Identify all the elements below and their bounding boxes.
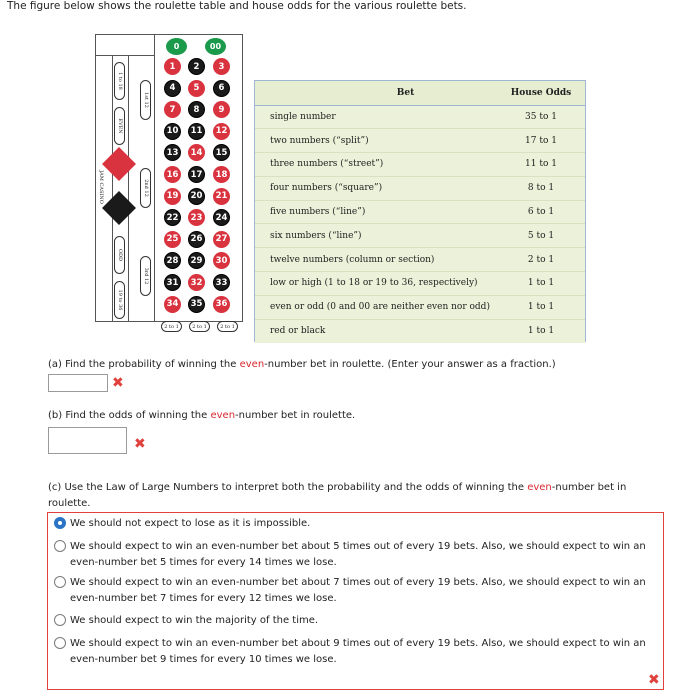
question-text: -number bet in roulette. <box>235 410 356 421</box>
number-12: 12 <box>213 123 230 140</box>
question-highlight: even <box>527 482 552 493</box>
bet-2nd-12 <box>140 168 151 208</box>
divider <box>96 55 154 56</box>
table-row <box>255 153 585 177</box>
choice-label: We should not expect to lose as it is impossible. <box>70 518 311 529</box>
choice-label: We should expect to win an even-number bet about 7 times out of every 19 bets. Also, we should expect to win an even-number bet 7 times for every 12 times we lose. <box>70 577 646 604</box>
odds-cell: 11 to 1 <box>497 153 585 177</box>
table-row <box>255 319 585 343</box>
question-text: -number bet in roulette. <box>48 482 627 509</box>
odds-cell: 1 to 1 <box>497 272 585 296</box>
number-24: 24 <box>213 209 230 226</box>
bet-cell: single number <box>255 105 497 129</box>
number-9: 9 <box>213 101 230 118</box>
choice-label: We should expect to win the majority of the time. <box>70 615 319 626</box>
number-17: 17 <box>188 166 205 183</box>
number-0: 0 <box>166 38 187 55</box>
answer-a-input[interactable] <box>48 374 108 392</box>
divider <box>128 55 129 321</box>
number-4: 4 <box>164 80 181 97</box>
table-row <box>255 224 585 248</box>
number-7: 7 <box>164 101 181 118</box>
number-34: 34 <box>164 296 181 313</box>
column-bet-2: 2 to 1 <box>189 321 210 332</box>
table-row <box>255 105 585 129</box>
number-18: 18 <box>213 166 230 183</box>
question-highlight: even <box>210 410 236 421</box>
bet-1st-12 <box>140 80 151 120</box>
bet-3rd-12 <box>140 256 151 296</box>
question-b <box>48 410 355 421</box>
question-text: (a) Find the probability of winning the <box>48 359 240 370</box>
bet-label: 1 to 18 <box>116 72 123 90</box>
bet-cell: six numbers (“line”) <box>255 224 497 248</box>
number-21: 21 <box>213 188 230 205</box>
header-house-odds: House Odds <box>497 81 585 105</box>
bet-19-to-36 <box>114 281 125 319</box>
number-16: 16 <box>164 166 181 183</box>
number-19: 19 <box>164 188 181 205</box>
bet-label: 3rd 12 <box>142 267 149 285</box>
number-32: 32 <box>188 274 205 291</box>
question-text: (c) Use the Law of Large Numbers to interpret both the probability and the odds of winning the <box>48 482 528 493</box>
number-15: 15 <box>213 144 230 161</box>
number-5: 5 <box>188 80 205 97</box>
bet-cell: three numbers (“street”) <box>255 153 497 177</box>
choice-label: We should expect to win an even-number bet about 5 times out of every 19 bets. Also, we should expect to win an even-number bet 5 times for every 14 times we lose. <box>70 541 646 568</box>
number-11: 11 <box>188 123 205 140</box>
number-20: 20 <box>188 188 205 205</box>
number-29: 29 <box>188 252 205 269</box>
bet-cell: two numbers (“split”) <box>255 129 497 153</box>
number-00: 00 <box>205 38 226 55</box>
bet-1-to-18 <box>114 62 125 100</box>
number-36: 36 <box>213 296 230 313</box>
question-c <box>48 480 658 512</box>
bet-label: 1st 12 <box>142 92 149 108</box>
table-header-row <box>255 81 585 105</box>
column-bet-1: 2 to 1 <box>161 321 182 332</box>
number-10: 10 <box>164 123 181 140</box>
number-13: 13 <box>164 144 181 161</box>
radio-button[interactable] <box>54 540 66 552</box>
bet-cell: even or odd (0 and 00 are neither even nor odd) <box>255 295 497 319</box>
number-1: 1 <box>164 58 181 75</box>
number-33: 33 <box>213 274 230 291</box>
bet-label: ODD <box>116 248 123 262</box>
radio-button[interactable] <box>54 576 66 588</box>
incorrect-icon: ✖ <box>112 375 124 391</box>
number-26: 26 <box>188 231 205 248</box>
bet-cell: low or high (1 to 18 or 19 to 36, respectively) <box>255 272 497 296</box>
table-row <box>255 272 585 296</box>
number-22: 22 <box>164 209 181 226</box>
odds-cell: 17 to 1 <box>497 129 585 153</box>
question-a <box>48 359 556 370</box>
number-27: 27 <box>213 231 230 248</box>
odds-table <box>255 81 585 343</box>
intro-text: The figure below shows the roulette table and house odds for the various roulette bets. <box>7 0 467 12</box>
question-text: -number bet in roulette. (Enter your answer as a fraction.) <box>264 359 556 370</box>
question-highlight: even <box>239 359 265 370</box>
radio-button[interactable] <box>54 517 66 529</box>
odds-cell: 1 to 1 <box>497 319 585 343</box>
answer-b-input[interactable] <box>48 427 127 454</box>
number-25: 25 <box>164 231 181 248</box>
table-row <box>255 248 585 272</box>
odds-cell: 35 to 1 <box>497 105 585 129</box>
divider <box>112 55 113 321</box>
incorrect-icon: ✖ <box>134 436 146 452</box>
question-text: (b) Find the odds of winning the <box>48 410 211 421</box>
bet-label: EVEN <box>116 118 123 134</box>
incorrect-icon: ✖ <box>648 672 660 688</box>
column-bet-3: 2 to 1 <box>217 321 238 332</box>
number-30: 30 <box>213 252 230 269</box>
table-row <box>255 200 585 224</box>
number-35: 35 <box>188 296 205 313</box>
radio-button[interactable] <box>54 614 66 626</box>
number-31: 31 <box>164 274 181 291</box>
casino-label: JAM CASINO <box>97 170 104 204</box>
table-row <box>255 176 585 200</box>
odds-cell: 1 to 1 <box>497 295 585 319</box>
number-3: 3 <box>213 58 230 75</box>
odds-cell: 8 to 1 <box>497 176 585 200</box>
table-row <box>255 129 585 153</box>
bet-label: 2nd 12 <box>142 179 149 197</box>
table-row <box>255 295 585 319</box>
bet-even <box>114 107 125 145</box>
bet-cell: four numbers (“square”) <box>255 176 497 200</box>
bet-cell: five numbers (“line”) <box>255 200 497 224</box>
odds-cell: 2 to 1 <box>497 248 585 272</box>
odds-cell: 6 to 1 <box>497 200 585 224</box>
number-2: 2 <box>188 58 205 75</box>
bet-cell: twelve numbers (column or section) <box>255 248 497 272</box>
number-6: 6 <box>213 80 230 97</box>
choice-group <box>47 512 664 690</box>
header-bet: Bet <box>255 81 497 105</box>
choice-label: We should expect to win an even-number bet about 9 times out of every 19 bets. Also, we should expect to win an even-number bet 9 times for every 10 times we lose. <box>70 638 646 665</box>
number-23: 23 <box>188 209 205 226</box>
number-8: 8 <box>188 101 205 118</box>
divider <box>154 35 155 321</box>
number-28: 28 <box>164 252 181 269</box>
bet-label: 19 to 36 <box>116 289 123 311</box>
radio-button[interactable] <box>54 637 66 649</box>
odds-cell: 5 to 1 <box>497 224 585 248</box>
number-14: 14 <box>188 144 205 161</box>
bet-odd <box>114 236 125 274</box>
bet-cell: red or black <box>255 319 497 343</box>
